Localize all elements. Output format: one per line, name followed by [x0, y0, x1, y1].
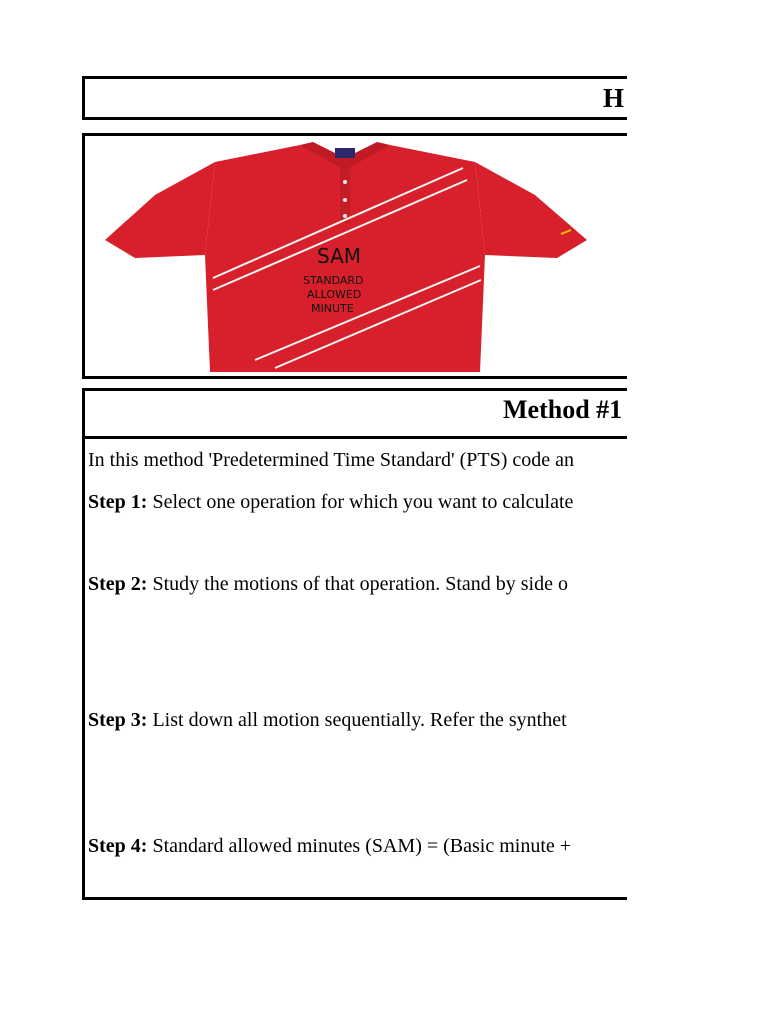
step-4	[88, 835, 571, 858]
step-1	[88, 491, 573, 514]
method-section	[82, 388, 627, 900]
page-title: H	[603, 83, 625, 113]
shirt-text-3: MINUTE	[311, 302, 354, 315]
step-3-label: Step 3:	[88, 709, 148, 731]
step-1-text: Select one operation for which you want to calculate	[147, 491, 574, 513]
step-4-text: Standard allowed minutes (SAM) = (Basic minute +	[147, 835, 572, 857]
step-1-label: Step 1:	[88, 491, 148, 513]
title-cell	[82, 76, 627, 120]
red-polo-shirt-icon	[95, 140, 595, 376]
step-2-text: Study the motions of that operation. Stand by side o	[147, 573, 568, 595]
shirt-text-sam: SAM	[317, 244, 362, 268]
step-3	[88, 709, 567, 732]
step-4-label: Step 4:	[88, 835, 148, 857]
step-2	[88, 573, 568, 596]
shirt-image	[95, 140, 595, 376]
intro-text: In this method 'Predetermined Time Standard' (PTS) code an	[88, 449, 575, 471]
shirt-text-2: ALLOWED	[307, 288, 362, 301]
shirt-text-1: STANDARD	[303, 274, 364, 287]
image-cell	[82, 133, 627, 379]
method-heading-cell	[85, 391, 627, 439]
method-heading: Method #1	[503, 395, 623, 424]
step-3-text: List down all motion sequentially. Refer the synthet	[147, 709, 567, 731]
step-2-label: Step 2:	[88, 573, 148, 595]
